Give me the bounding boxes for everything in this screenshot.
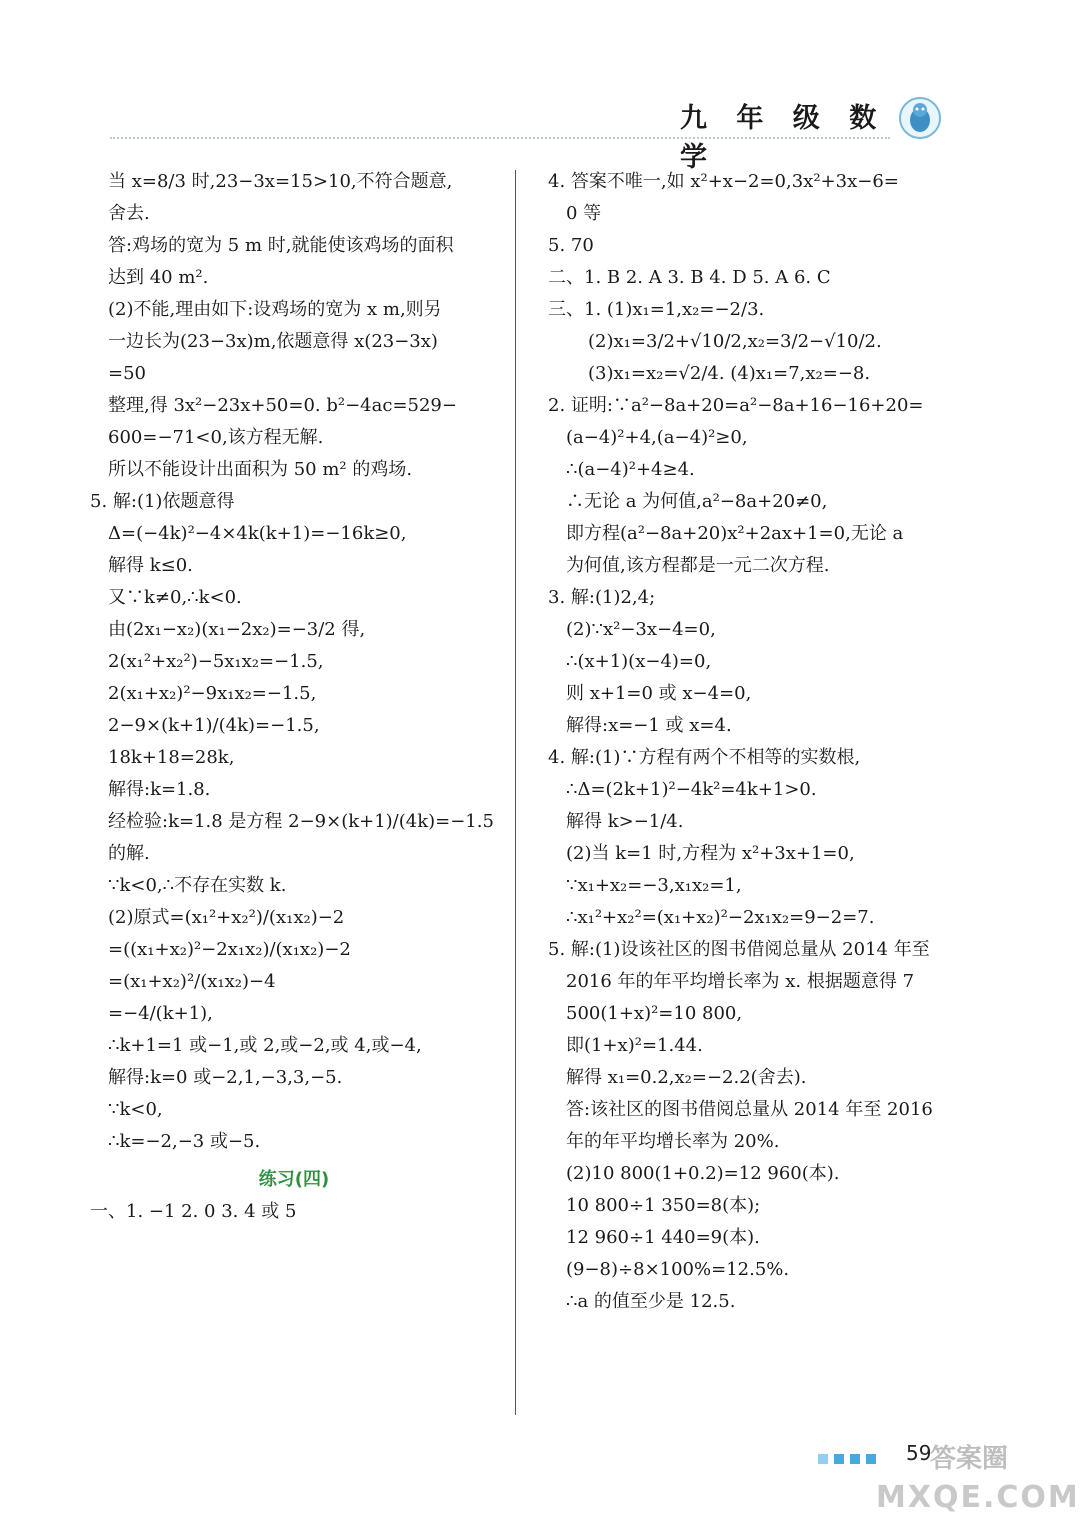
left-column (90, 166, 498, 1228)
left_column-line: 2(x₁²+x₂²)−5x₁x₂=−1.5, (108, 651, 324, 672)
right_column-line: 为何值,该方程都是一元二次方程. (566, 555, 830, 576)
left_column-line: 解得:k=0 或−2,1,−3,3,−5. (108, 1067, 343, 1088)
left_column-line: =−4/(k+1), (108, 1003, 213, 1024)
left_column-line: 答:鸡场的宽为 5 m 时,就能使该鸡场的面积 (108, 235, 454, 256)
right_column-line: 解得 x₁=0.2,x₂=−2.2(舍去). (566, 1067, 807, 1088)
right_column-line: 5. 解:(1)设该社区的图书借阅总量从 2014 年至 (548, 939, 930, 960)
left_column-line: (2)不能,理由如下:设鸡场的宽为 x m,则另 (108, 299, 442, 320)
right_column-line: (2)x₁=3/2+√10/2,x₂=3/2−√10/2. (588, 331, 882, 352)
right_column-line: 即(1+x)²=1.44. (566, 1035, 703, 1056)
left_column-line: 整理,得 3x²−23x+50=0. b²−4ac=529− (108, 395, 457, 416)
right_column-line: 解得:x=−1 或 x=4. (566, 715, 732, 736)
left_column-line: 所以不能设计出面积为 50 m² 的鸡场. (108, 459, 413, 480)
left_column-line: 达到 40 m². (108, 267, 209, 288)
header-divider (110, 137, 890, 139)
right_column-line: 10 800÷1 350=8(本); (566, 1195, 761, 1216)
column-divider (515, 170, 516, 1415)
right_column-line: ∵x₁+x₂=−3,x₁x₂=1, (566, 875, 742, 896)
left_column-line: 一边长为(23−3x)m,依题意得 x(23−3x) (108, 331, 438, 352)
left_column-line: 又∵k≠0,∴k<0. (108, 587, 242, 608)
left_column-line: 18k+18=28k, (108, 747, 235, 768)
right_column-line: 12 960÷1 440=9(本). (566, 1227, 760, 1248)
right_column-line: (a−4)²+4,(a−4)²≥0, (566, 427, 748, 448)
right_column-line: 0 等 (566, 203, 602, 224)
right_column-line: 5. 70 (548, 235, 594, 256)
right_column-line: 二、1. B 2. A 3. B 4. D 5. A 6. C (548, 267, 831, 288)
right_column-line: 解得 k>−1/4. (566, 811, 684, 832)
left_column-line: 舍去. (108, 203, 150, 224)
right_column-line: ∴a 的值至少是 12.5. (566, 1291, 736, 1312)
left_column-line: =((x₁+x₂)²−2x₁x₂)/(x₁x₂)−2 (108, 939, 351, 960)
right_column-line: 即方程(a²−8a+20)x²+2ax+1=0,无论 a (566, 523, 904, 544)
right_column-line: 则 x+1=0 或 x−4=0, (566, 683, 752, 704)
left_column-line: 的解. (108, 843, 150, 864)
right_column-line: 答:该社区的图书借阅总量从 2014 年至 2016 (566, 1099, 933, 1120)
left_column-line: ∴k=−2,−3 或−5. (108, 1131, 261, 1152)
right_column-line: ∴x₁²+x₂²=(x₁+x₂)²−2x₁x₂=9−2=7. (566, 907, 875, 928)
left_column-line: 5. 解:(1)依题意得 (90, 491, 235, 512)
right_column-line: 三、1. (1)x₁=1,x₂=−2/3. (548, 299, 765, 320)
left_column-line: =(x₁+x₂)²/(x₁x₂)−4 (108, 971, 276, 992)
left_column-line: ∴k+1=1 或−1,或 2,或−2,或 4,或−4, (108, 1035, 422, 1056)
right_column-line: ∴Δ=(2k+1)²−4k²=4k+1>0. (566, 779, 817, 800)
right_column-line: (9−8)÷8×100%=12.5%. (566, 1259, 790, 1280)
left_column-line: 2−9×(k+1)/(4k)=−1.5, (108, 715, 320, 736)
right_column-line: (2)当 k=1 时,方程为 x²+3x+1=0, (566, 843, 855, 864)
left_column-line: ∵k<0,∴不存在实数 k. (108, 875, 287, 896)
right_column-line: (2)∵x²−3x−4=0, (566, 619, 716, 640)
left_column-line: 解得 k≤0. (108, 555, 193, 576)
right_column-line: 3. 解:(1)2,4; (548, 587, 656, 608)
footer-decoration (818, 1449, 882, 1468)
left_column-line: 由(2x₁−x₂)(x₁−2x₂)=−3/2 得, (108, 619, 366, 640)
right_column-line: (2)10 800(1+0.2)=12 960(本). (566, 1163, 840, 1184)
header-title: 九 年 级 数学 (680, 103, 887, 173)
left_column-line: 当 x=8/3 时,23−3x=15>10,不符合题意, (108, 171, 453, 192)
right_column-line: 年的年平均增长率为 20%. (566, 1131, 780, 1152)
answer-line: 一、1. −1 2. 0 3. 4 或 5 (90, 1201, 297, 1222)
left_column-line: 600=−71<0,该方程无解. (108, 427, 324, 448)
right_column-line: ∴(a−4)²+4≥4. (566, 459, 695, 480)
right_column-line: (3)x₁=x₂=√2/4. (4)x₁=7,x₂=−8. (588, 363, 871, 384)
right_column-line: 4. 答案不唯一,如 x²+x−2=0,3x²+3x−6= (548, 171, 899, 192)
left_column-line: ∵k<0, (108, 1099, 163, 1120)
left_column-line: 2(x₁+x₂)²−9x₁x₂=−1.5, (108, 683, 317, 704)
section-heading: 练习(四) (258, 1169, 330, 1190)
right-column (548, 166, 953, 1318)
watermark: 答案圈 (930, 1444, 1009, 1474)
page-number: 59 (906, 1441, 932, 1465)
left_column-line: Δ=(−4k)²−4×4k(k+1)=−16k≥0, (108, 523, 407, 544)
right_column-line: 2016 年的年平均增长率为 x. 根据题意得 7 (566, 971, 915, 992)
left_column-line: 解得:k=1.8. (108, 779, 211, 800)
left_column-line: 经检验:k=1.8 是方程 2−9×(k+1)/(4k)=−1.5 (108, 811, 494, 832)
right_column-line: 2. 证明:∵a²−8a+20=a²−8a+16−16+20= (548, 395, 924, 416)
watermark-url: MXQE.COM (876, 1480, 1080, 1515)
right_column-line: 500(1+x)²=10 800, (566, 1003, 743, 1024)
right_column-line: ∴(x+1)(x−4)=0, (566, 651, 712, 672)
mascot-icon (898, 96, 942, 140)
right_column-line: 4. 解:(1)∵方程有两个不相等的实数根, (548, 747, 861, 768)
left_column-line: (2)原式=(x₁²+x₂²)/(x₁x₂)−2 (108, 907, 345, 928)
right_column-line: ∴无论 a 为何值,a²−8a+20≠0, (566, 491, 828, 512)
left_column-line: =50 (108, 363, 146, 384)
